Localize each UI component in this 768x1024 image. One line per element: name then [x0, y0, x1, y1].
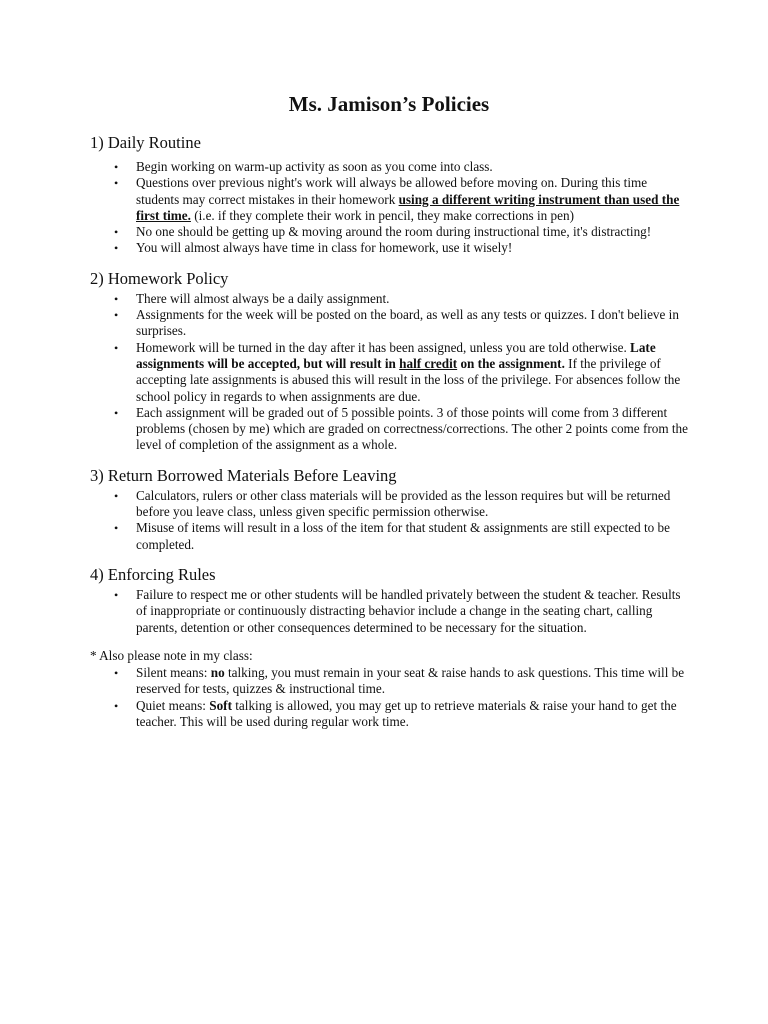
bullet-list	[90, 665, 688, 730]
section-heading: 3) Return Borrowed Materials Before Leaving	[90, 465, 397, 485]
list-item: • There will almost always be a daily assignment.	[114, 290, 390, 306]
bullet-icon: •	[114, 241, 119, 256]
section-return-materials	[90, 466, 688, 553]
emphasis-text: using a different writing instrument than used the first time.	[136, 191, 680, 223]
note-section	[90, 648, 688, 730]
emphasis-text: half credit	[399, 355, 458, 371]
bullet-list	[90, 488, 688, 553]
bullet-list	[90, 587, 688, 636]
section-heading: 4) Enforcing Rules	[90, 564, 216, 584]
bullet-list	[90, 159, 688, 257]
bullet-list	[90, 291, 688, 454]
page-title: Ms. Jamison’s Policies	[288, 92, 490, 116]
bullet-icon: •	[114, 488, 119, 503]
bullet-icon: •	[114, 666, 119, 681]
bullet-icon: •	[114, 291, 119, 306]
bullet-icon: •	[114, 176, 119, 191]
section-enforcing-rules	[90, 565, 688, 636]
emphasis-text: on the assignment.	[457, 355, 565, 371]
list-item: • Failure to respect me or other students will be handled privately between the student & teacher. Results of inappropriate or continuously distracting behavior include a change in the seating chart, calling parents, detention or other consequences determined to be necessary for the situation.	[114, 586, 681, 635]
section-daily-routine	[90, 133, 688, 257]
list-item: • Quiet means: Soft talking is allowed, you may get up to retrieve materials & raise your hand to get the teacher. This will be used during regular work time.	[114, 697, 677, 730]
list-item: • Calculators, rulers or other class materials will be provided as the lesson requires but will be returned before you leave class, unless given specific permission otherwise.	[114, 487, 671, 520]
emphasis-text: Late assignments will be accepted, but will result in	[136, 339, 656, 371]
bullet-icon: •	[114, 587, 119, 602]
emphasis-text: Soft	[209, 697, 232, 713]
note-intro: * Also please note in my class:	[90, 647, 253, 663]
bullet-icon: •	[114, 340, 119, 355]
section-homework-policy	[90, 269, 688, 454]
bullet-icon: •	[114, 225, 119, 240]
bullet-icon: •	[114, 521, 119, 536]
list-item: • Assignments for the week will be posted on the board, as well as any tests or quizzes. I don't believe in surprises.	[114, 307, 679, 339]
list-item: • Each assignment will be graded out of 5 possible points. 3 of those points will come from 3 different problems (chosen by me) which are graded on correctness/corrections. The other 2 points come from the level of completion of the assignment as a whole.	[114, 404, 688, 453]
section-heading: 2) Homework Policy	[90, 268, 229, 288]
bullet-icon: •	[114, 160, 119, 174]
list-item: • Questions over previous night's work will always be allowed before moving on. During this time students may correct mistakes in their homework using a different writing instrument than used the first time. (i.e. if they complete their work in pencil, they make corrections in pen)	[114, 175, 680, 223]
bullet-icon: •	[114, 405, 119, 420]
list-item: • Begin working on warm-up activity as soon as you come into class.	[114, 159, 493, 174]
emphasis-text: no	[210, 665, 225, 681]
list-item: • Misuse of items will result in a loss of the item for that student & assignments are still expected to be completed.	[114, 520, 670, 552]
section-heading: 1) Daily Routine	[90, 133, 201, 152]
list-item: • No one should be getting up & moving around the room during instructional time, it's distracting!	[114, 224, 652, 240]
list-item: • Homework will be turned in the day after it has been assigned, unless you are told otherwise. Late assignments will be accepted, but will result in half credit on the assignment. If the privilege of accepting late assignments is abused this will result in the loss of the privilege. For absences follow the school policy in regards to when assignments are due.	[114, 339, 681, 404]
bullet-icon: •	[114, 698, 119, 713]
list-item: • You will almost always have time in class for homework, use it wisely!	[114, 240, 513, 256]
list-item: • Silent means: no talking, you must remain in your seat & raise hands to ask questions. This time will be reserved for tests, quizzes & instructional time.	[114, 665, 685, 697]
bullet-icon: •	[114, 308, 119, 323]
